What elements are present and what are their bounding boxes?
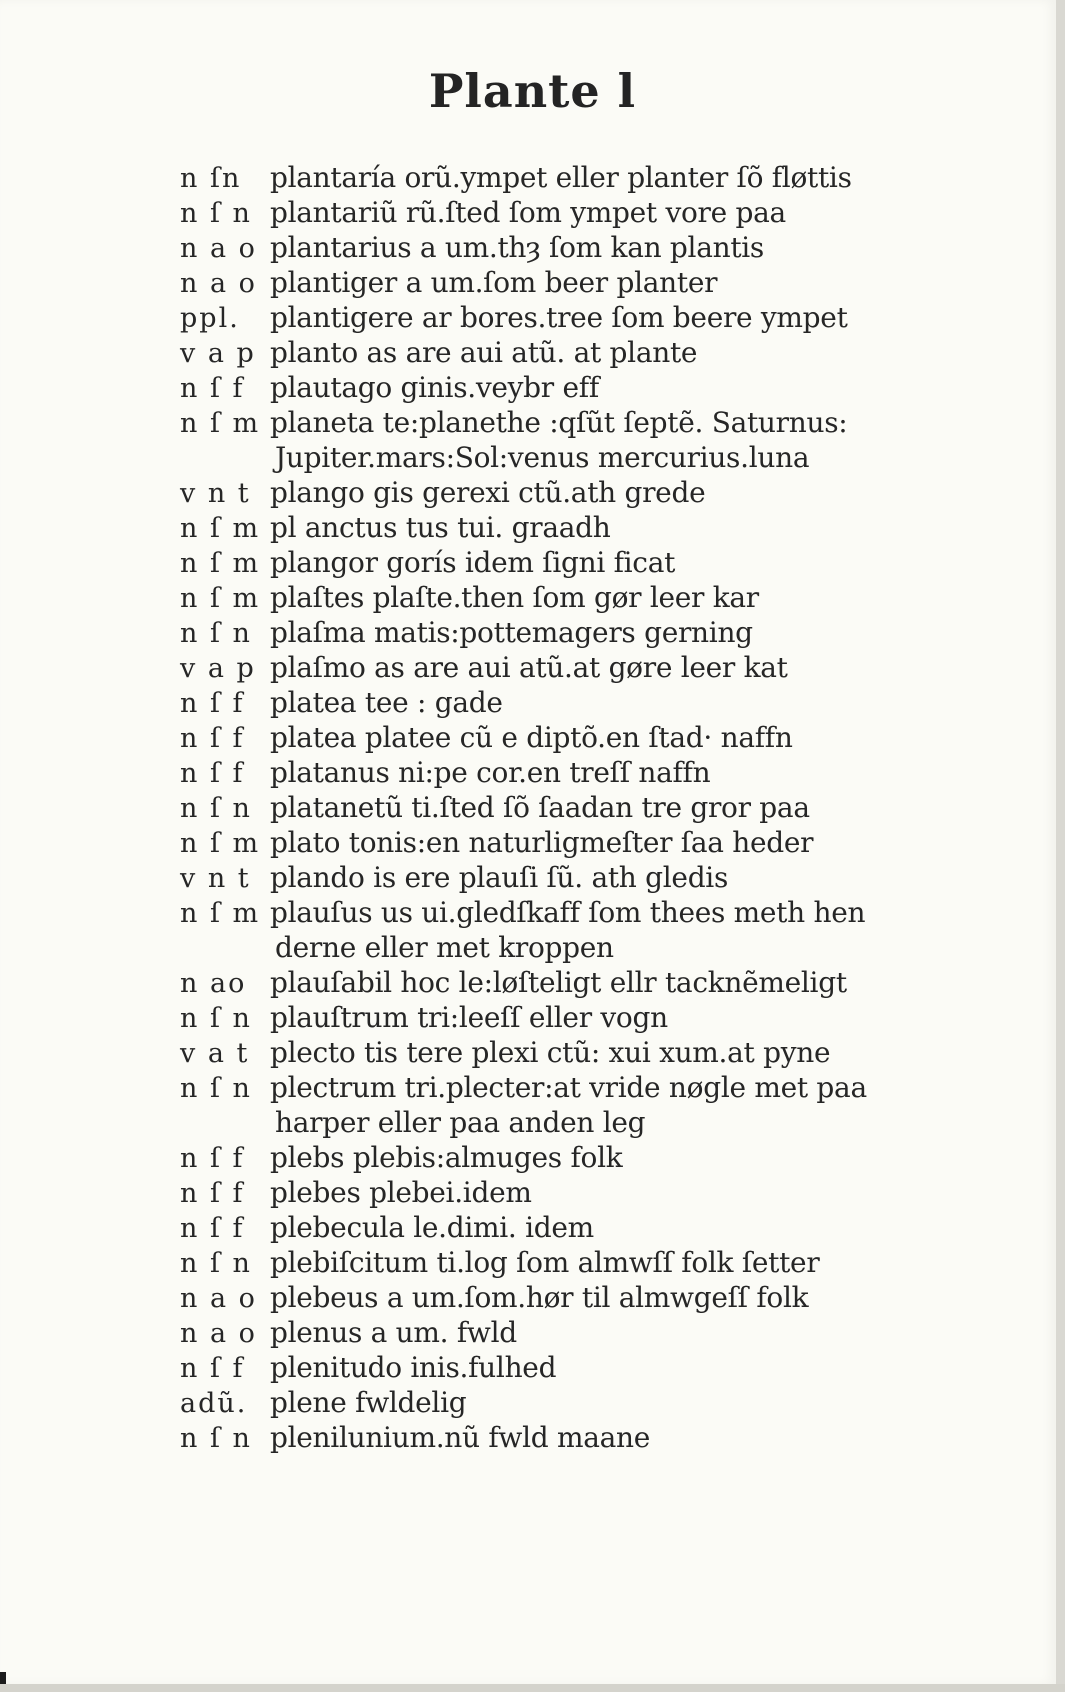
dictionary-entry — [180, 545, 940, 580]
dictionary-entry — [180, 580, 940, 615]
entry-text: platea tee : gade — [270, 686, 503, 719]
entry-text: platea platee cũ e diptõ.en ſtad· naffn — [270, 721, 793, 754]
grammar-code: n ſ n — [180, 1423, 252, 1454]
entry-continuation: harper eller paa anden leg — [275, 1106, 646, 1139]
grammar-code: n ſ m — [180, 583, 261, 614]
grammar-code: v n t — [180, 863, 251, 894]
dictionary-entry — [180, 1385, 940, 1420]
grammar-code: n ſ m — [180, 898, 261, 929]
dictionary-entries — [180, 160, 940, 1455]
entry-text: platanus ni:pe cor.en treſſ naffn — [270, 756, 711, 789]
entry-text: planto as are aui atũ. at plante — [270, 336, 698, 369]
entry-text: plene fwldelig — [270, 1386, 467, 1419]
dictionary-entry — [180, 1245, 940, 1280]
dictionary-entry — [180, 1280, 940, 1315]
entry-text: plebeus a um.ſom.hør til almwgeſſ folk — [270, 1281, 809, 1314]
entry-text: plenus a um. fwld — [270, 1316, 517, 1349]
dictionary-entry — [180, 300, 940, 335]
grammar-code: n ſ f — [180, 758, 245, 789]
dictionary-entry — [180, 265, 940, 300]
entry-text: plebs plebis:almuges folk — [270, 1141, 623, 1174]
entry-text: plebecula le.dimi. idem — [270, 1211, 594, 1244]
grammar-code: n ſ n — [180, 1248, 252, 1279]
grammar-code: n ſ n — [180, 198, 252, 229]
grammar-code: v a p — [180, 338, 256, 369]
grammar-code: n ſ f — [180, 1143, 245, 1174]
grammar-code: n a o — [180, 1283, 257, 1314]
grammar-code: n ſ f — [180, 1178, 245, 1209]
grammar-code: v a p — [180, 653, 256, 684]
dictionary-entry — [180, 1000, 940, 1035]
entry-text: plaſma matis:pottemagers gerning — [270, 616, 753, 649]
dictionary-entry — [180, 860, 940, 895]
entry-text: plauſus us ui.gledſkaff ſom thees meth hen — [270, 896, 866, 929]
dictionary-entry — [180, 1035, 940, 1070]
dictionary-entry — [180, 790, 940, 825]
dictionary-entry — [180, 895, 940, 930]
dictionary-entry — [180, 335, 940, 370]
grammar-code: ppl. — [180, 303, 240, 334]
dictionary-entry — [180, 475, 940, 510]
grammar-code: n ſ f — [180, 723, 245, 754]
entry-text: plaſmo as are aui atũ.at gøre leer kat — [270, 651, 788, 684]
dictionary-entry — [180, 1210, 940, 1245]
entry-text: plangor gorís idem ſigni ficat — [270, 546, 676, 579]
dictionary-entry — [180, 510, 940, 545]
dictionary-entry — [180, 195, 940, 230]
grammar-code: n ſ f — [180, 1353, 245, 1384]
entry-text: plantigere ar bores.tree ſom beere ympet — [270, 301, 848, 334]
dictionary-entry — [180, 825, 940, 860]
entry-text: plantaría orũ.ympet eller planter ſõ fløttis — [270, 161, 852, 194]
entry-text: plauſabil hoc le:løſteligt ellr tacknẽmeligt — [270, 966, 847, 999]
dictionary-entry — [180, 1315, 940, 1350]
dictionary-entry — [180, 1070, 940, 1105]
grammar-code: n ſ m — [180, 548, 261, 579]
entry-text: plango gis gerexi ctũ.ath grede — [270, 476, 706, 509]
grammar-code: n ſn — [180, 163, 242, 194]
grammar-code: v n t — [180, 478, 251, 509]
entry-text: planeta te:planethe :qſũt ſeptẽ. Saturnus: — [270, 406, 848, 439]
entry-text: plenitudo inis.fulhed — [270, 1351, 557, 1384]
entry-text: platanetũ ti.ſted ſõ ſaadan tre gror paa — [270, 791, 810, 824]
dictionary-entry — [180, 1175, 940, 1210]
grammar-code: n ſ m — [180, 828, 261, 859]
dictionary-entry — [180, 755, 940, 790]
grammar-code: n ſ f — [180, 373, 245, 404]
grammar-code: n ſ n — [180, 1073, 252, 1104]
grammar-code: n ſ f — [180, 1213, 245, 1244]
dictionary-entry — [180, 720, 940, 755]
entry-text: plauſtrum tri:leeſſ eller vogn — [270, 1001, 668, 1034]
entry-text: plantiger a um.ſom beer planter — [270, 266, 718, 299]
dictionary-entry — [180, 615, 940, 650]
entry-text: plantariũ rũ.ſted ſom ympet vore paa — [270, 196, 786, 229]
dictionary-entry — [180, 405, 940, 440]
entry-text: plenilunium.nũ fwld maane — [270, 1421, 651, 1454]
grammar-code: v a t — [180, 1038, 250, 1069]
grammar-code: n a o — [180, 233, 257, 264]
entry-text: plando is ere plauſi ſũ. ath gledis — [270, 861, 729, 894]
entry-continuation: Jupiter.mars:Sol:venus mercurius.luna — [275, 441, 810, 474]
page-heading: Plante l — [428, 64, 637, 118]
dictionary-entry — [180, 370, 940, 405]
entry-text: plecto tis tere plexi ctũ: xui xum.at pyne — [270, 1036, 831, 1069]
entry-text: plaſtes plaſte.then ſom gør leer kar — [270, 581, 759, 614]
entry-text: plebiſcitum ti.log ſom almwſſ folk ſetter — [270, 1246, 820, 1279]
entry-text: plectrum tri.plecter:at vride nøgle met paa — [270, 1071, 867, 1104]
dictionary-entry — [180, 965, 940, 1000]
grammar-code: n ſ n — [180, 793, 252, 824]
grammar-code: n a o — [180, 1318, 257, 1349]
page-right-edge — [1056, 0, 1065, 1692]
dictionary-entry — [180, 685, 940, 720]
corner-mark — [0, 1672, 6, 1684]
grammar-code: n ao — [180, 968, 247, 999]
dictionary-entry — [180, 650, 940, 685]
grammar-code: n ſ n — [180, 618, 252, 649]
dictionary-entry — [180, 1420, 940, 1455]
entry-text: plebes plebei.idem — [270, 1176, 532, 1209]
dictionary-entry — [180, 230, 940, 265]
entry-text: plautago ginis.veybr eff — [270, 371, 599, 404]
page-bottom-edge — [0, 1684, 1065, 1692]
dictionary-entry — [180, 160, 940, 195]
dictionary-entry — [180, 1140, 940, 1175]
dictionary-entry — [180, 1350, 940, 1385]
grammar-code: n a o — [180, 268, 257, 299]
entry-text: pl anctus tus tui. graadh — [270, 511, 611, 544]
entry-text: plato tonis:en naturligmeſter ſaa heder — [270, 826, 814, 859]
grammar-code: n ſ f — [180, 688, 245, 719]
grammar-code: adũ. — [180, 1388, 248, 1419]
grammar-code: n ſ n — [180, 1003, 252, 1034]
grammar-code: n ſ m — [180, 513, 261, 544]
entry-continuation: derne eller met kroppen — [275, 931, 614, 964]
grammar-code: n ſ m — [180, 408, 261, 439]
entry-text: plantarius a um.thȝ ſom kan plantis — [270, 231, 765, 264]
